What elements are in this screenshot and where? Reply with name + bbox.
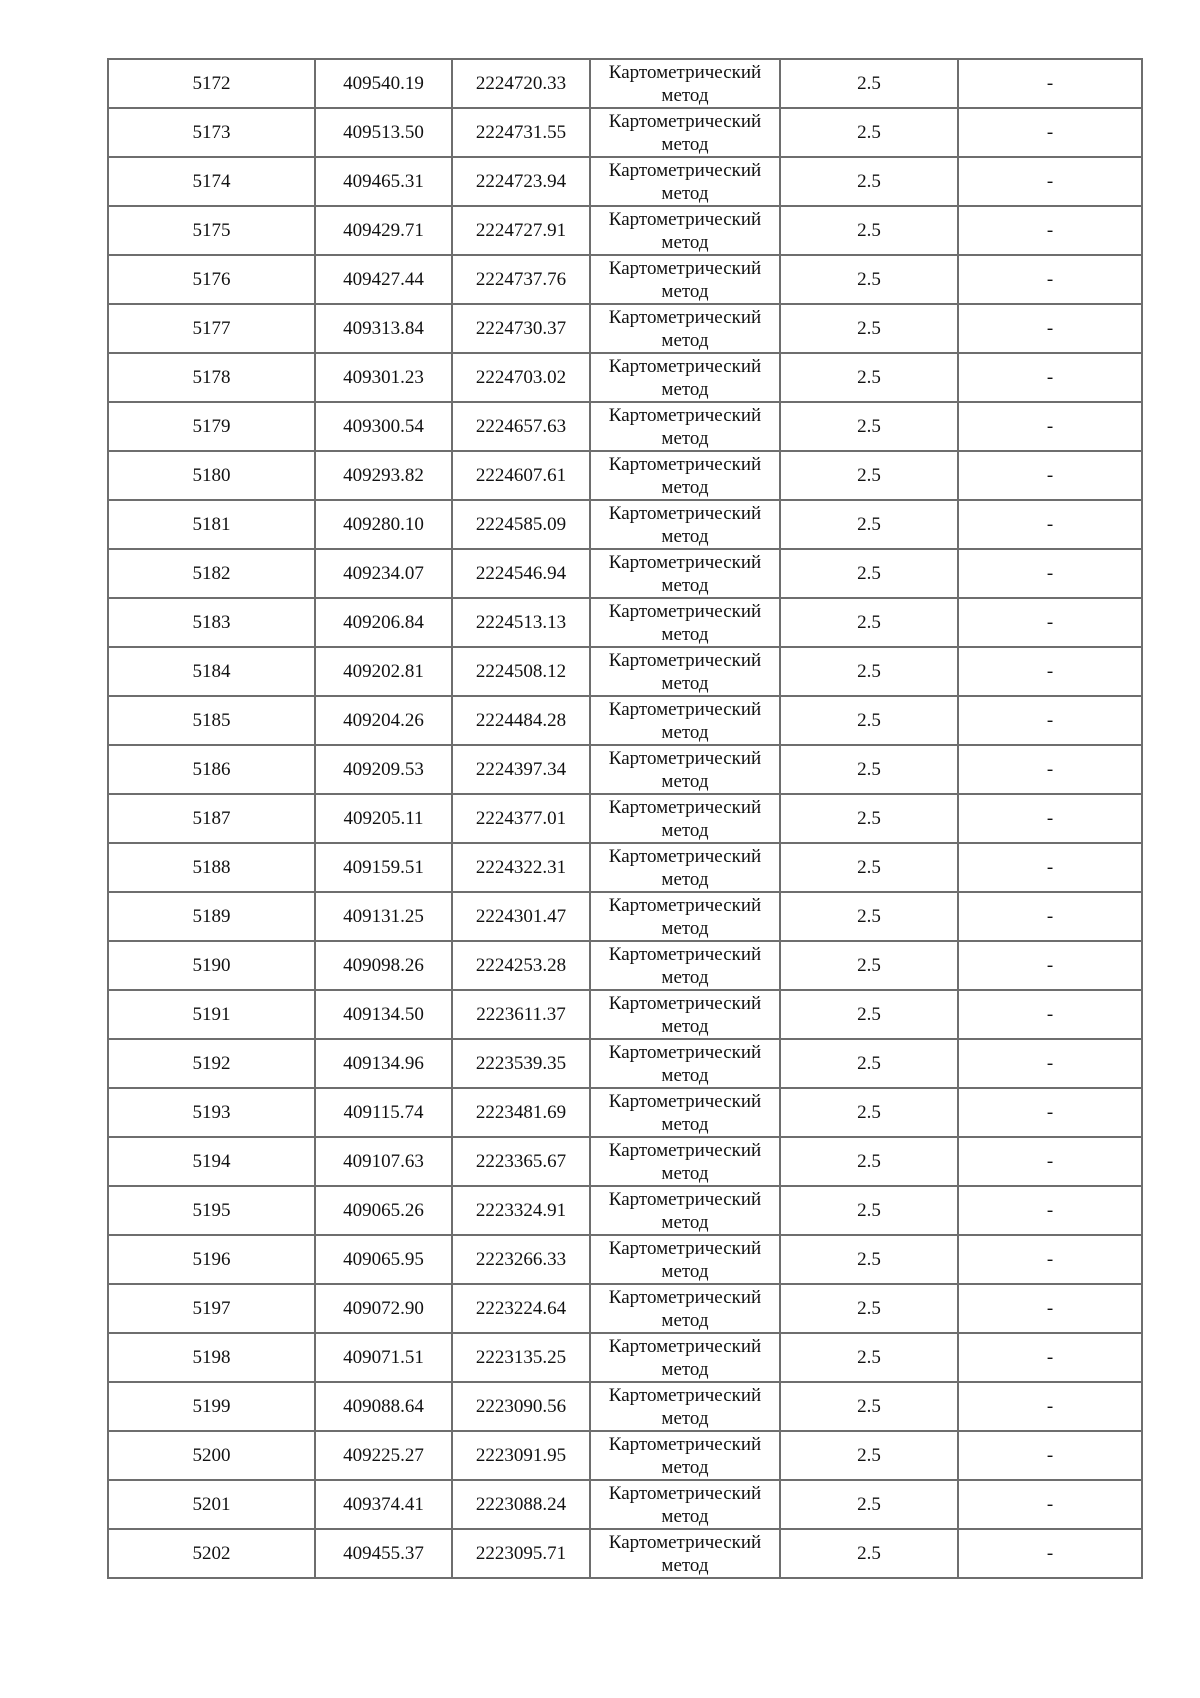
determination-method-cell: Картометрический метод: [590, 1137, 780, 1186]
determination-method-cell: Картометрический метод: [590, 108, 780, 157]
x-coordinate-cell: 409115.74: [315, 1088, 452, 1137]
y-coordinate-cell: 2223266.33: [452, 1235, 590, 1284]
accuracy-cell: 2.5: [780, 157, 958, 206]
accuracy-cell: 2.5: [780, 402, 958, 451]
x-coordinate-cell: 409131.25: [315, 892, 452, 941]
table-row: [108, 206, 1142, 255]
point-number-cell: 5180: [108, 451, 315, 500]
table-row: [108, 549, 1142, 598]
y-coordinate-cell: 2224731.55: [452, 108, 590, 157]
x-coordinate-cell: 409293.82: [315, 451, 452, 500]
x-coordinate-cell: 409204.26: [315, 696, 452, 745]
x-coordinate-cell: 409455.37: [315, 1529, 452, 1578]
table-row: [108, 255, 1142, 304]
y-coordinate-cell: 2224397.34: [452, 745, 590, 794]
x-coordinate-cell: 409134.96: [315, 1039, 452, 1088]
table-row: [108, 157, 1142, 206]
point-number-cell: 5172: [108, 59, 315, 108]
table-row: [108, 1480, 1142, 1529]
x-coordinate-cell: 409072.90: [315, 1284, 452, 1333]
accuracy-cell: 2.5: [780, 794, 958, 843]
point-number-cell: 5175: [108, 206, 315, 255]
accuracy-cell: 2.5: [780, 647, 958, 696]
determination-method-cell: Картометрический метод: [590, 1529, 780, 1578]
point-number-cell: 5202: [108, 1529, 315, 1578]
determination-method-cell: Картометрический метод: [590, 549, 780, 598]
accuracy-cell: 2.5: [780, 1480, 958, 1529]
note-cell: -: [958, 647, 1142, 696]
y-coordinate-cell: 2224377.01: [452, 794, 590, 843]
note-cell: -: [958, 549, 1142, 598]
table-row: [108, 598, 1142, 647]
accuracy-cell: 2.5: [780, 1186, 958, 1235]
y-coordinate-cell: 2224484.28: [452, 696, 590, 745]
x-coordinate-cell: 409301.23: [315, 353, 452, 402]
point-number-cell: 5183: [108, 598, 315, 647]
x-coordinate-cell: 409098.26: [315, 941, 452, 990]
table-row: [108, 500, 1142, 549]
determination-method-cell: Картометрический метод: [590, 1088, 780, 1137]
note-cell: -: [958, 206, 1142, 255]
table-row: [108, 892, 1142, 941]
x-coordinate-cell: 409206.84: [315, 598, 452, 647]
determination-method-cell: Картометрический метод: [590, 451, 780, 500]
table-row: [108, 108, 1142, 157]
x-coordinate-cell: 409107.63: [315, 1137, 452, 1186]
accuracy-cell: 2.5: [780, 892, 958, 941]
accuracy-cell: 2.5: [780, 1039, 958, 1088]
determination-method-cell: Картометрический метод: [590, 1039, 780, 1088]
accuracy-cell: 2.5: [780, 59, 958, 108]
note-cell: -: [958, 1088, 1142, 1137]
table-row: [108, 1235, 1142, 1284]
point-number-cell: 5186: [108, 745, 315, 794]
y-coordinate-cell: 2223091.95: [452, 1431, 590, 1480]
accuracy-cell: 2.5: [780, 990, 958, 1039]
y-coordinate-cell: 2224737.76: [452, 255, 590, 304]
point-number-cell: 5199: [108, 1382, 315, 1431]
y-coordinate-cell: 2224546.94: [452, 549, 590, 598]
accuracy-cell: 2.5: [780, 353, 958, 402]
table-row: [108, 353, 1142, 402]
y-coordinate-cell: 2223481.69: [452, 1088, 590, 1137]
y-coordinate-cell: 2223324.91: [452, 1186, 590, 1235]
point-number-cell: 5200: [108, 1431, 315, 1480]
y-coordinate-cell: 2224513.13: [452, 598, 590, 647]
determination-method-cell: Картометрический метод: [590, 353, 780, 402]
accuracy-cell: 2.5: [780, 1137, 958, 1186]
note-cell: -: [958, 1284, 1142, 1333]
accuracy-cell: 2.5: [780, 500, 958, 549]
accuracy-cell: 2.5: [780, 255, 958, 304]
coordinates-table-body: [108, 59, 1142, 1578]
determination-method-cell: Картометрический метод: [590, 500, 780, 549]
table-row: [108, 647, 1142, 696]
point-number-cell: 5178: [108, 353, 315, 402]
x-coordinate-cell: 409071.51: [315, 1333, 452, 1382]
note-cell: -: [958, 59, 1142, 108]
note-cell: -: [958, 892, 1142, 941]
determination-method-cell: Картометрический метод: [590, 990, 780, 1039]
note-cell: -: [958, 1186, 1142, 1235]
table-row: [108, 1284, 1142, 1333]
determination-method-cell: Картометрический метод: [590, 1235, 780, 1284]
x-coordinate-cell: 409065.26: [315, 1186, 452, 1235]
point-number-cell: 5198: [108, 1333, 315, 1382]
y-coordinate-cell: 2224585.09: [452, 500, 590, 549]
accuracy-cell: 2.5: [780, 1284, 958, 1333]
determination-method-cell: Картометрический метод: [590, 598, 780, 647]
accuracy-cell: 2.5: [780, 549, 958, 598]
determination-method-cell: Картометрический метод: [590, 1431, 780, 1480]
table-row: [108, 990, 1142, 1039]
determination-method-cell: Картометрический метод: [590, 941, 780, 990]
point-number-cell: 5176: [108, 255, 315, 304]
y-coordinate-cell: 2224657.63: [452, 402, 590, 451]
determination-method-cell: Картометрический метод: [590, 255, 780, 304]
point-number-cell: 5194: [108, 1137, 315, 1186]
table-row: [108, 843, 1142, 892]
x-coordinate-cell: 409225.27: [315, 1431, 452, 1480]
point-number-cell: 5177: [108, 304, 315, 353]
accuracy-cell: 2.5: [780, 108, 958, 157]
accuracy-cell: 2.5: [780, 1088, 958, 1137]
y-coordinate-cell: 2224322.31: [452, 843, 590, 892]
point-number-cell: 5184: [108, 647, 315, 696]
x-coordinate-cell: 409088.64: [315, 1382, 452, 1431]
x-coordinate-cell: 409427.44: [315, 255, 452, 304]
determination-method-cell: Картометрический метод: [590, 794, 780, 843]
x-coordinate-cell: 409209.53: [315, 745, 452, 794]
y-coordinate-cell: 2223224.64: [452, 1284, 590, 1333]
table-row: [108, 304, 1142, 353]
table-row: [108, 1333, 1142, 1382]
table-row: [108, 1137, 1142, 1186]
x-coordinate-cell: 409159.51: [315, 843, 452, 892]
y-coordinate-cell: 2223539.35: [452, 1039, 590, 1088]
coordinates-table: [107, 58, 1143, 1579]
note-cell: -: [958, 1137, 1142, 1186]
accuracy-cell: 2.5: [780, 1235, 958, 1284]
accuracy-cell: 2.5: [780, 1431, 958, 1480]
determination-method-cell: Картометрический метод: [590, 304, 780, 353]
determination-method-cell: Картометрический метод: [590, 402, 780, 451]
note-cell: -: [958, 598, 1142, 647]
accuracy-cell: 2.5: [780, 206, 958, 255]
point-number-cell: 5188: [108, 843, 315, 892]
note-cell: -: [958, 1382, 1142, 1431]
x-coordinate-cell: 409540.19: [315, 59, 452, 108]
point-number-cell: 5193: [108, 1088, 315, 1137]
note-cell: -: [958, 843, 1142, 892]
note-cell: -: [958, 941, 1142, 990]
x-coordinate-cell: 409234.07: [315, 549, 452, 598]
determination-method-cell: Картометрический метод: [590, 59, 780, 108]
accuracy-cell: 2.5: [780, 1529, 958, 1578]
accuracy-cell: 2.5: [780, 843, 958, 892]
accuracy-cell: 2.5: [780, 745, 958, 794]
note-cell: -: [958, 304, 1142, 353]
y-coordinate-cell: 2223135.25: [452, 1333, 590, 1382]
determination-method-cell: Картометрический метод: [590, 745, 780, 794]
point-number-cell: 5201: [108, 1480, 315, 1529]
note-cell: -: [958, 451, 1142, 500]
accuracy-cell: 2.5: [780, 451, 958, 500]
table-row: [108, 941, 1142, 990]
table-row: [108, 402, 1142, 451]
determination-method-cell: Картометрический метод: [590, 647, 780, 696]
y-coordinate-cell: 2224703.02: [452, 353, 590, 402]
table-row: [108, 745, 1142, 794]
table-row: [108, 696, 1142, 745]
x-coordinate-cell: 409465.31: [315, 157, 452, 206]
point-number-cell: 5192: [108, 1039, 315, 1088]
note-cell: -: [958, 1235, 1142, 1284]
note-cell: -: [958, 255, 1142, 304]
y-coordinate-cell: 2224253.28: [452, 941, 590, 990]
point-number-cell: 5185: [108, 696, 315, 745]
note-cell: -: [958, 1480, 1142, 1529]
point-number-cell: 5174: [108, 157, 315, 206]
point-number-cell: 5189: [108, 892, 315, 941]
accuracy-cell: 2.5: [780, 696, 958, 745]
x-coordinate-cell: 409065.95: [315, 1235, 452, 1284]
accuracy-cell: 2.5: [780, 1333, 958, 1382]
point-number-cell: 5195: [108, 1186, 315, 1235]
y-coordinate-cell: 2224723.94: [452, 157, 590, 206]
y-coordinate-cell: 2223095.71: [452, 1529, 590, 1578]
note-cell: -: [958, 108, 1142, 157]
y-coordinate-cell: 2223088.24: [452, 1480, 590, 1529]
y-coordinate-cell: 2224730.37: [452, 304, 590, 353]
table-row: [108, 59, 1142, 108]
x-coordinate-cell: 409300.54: [315, 402, 452, 451]
y-coordinate-cell: 2223611.37: [452, 990, 590, 1039]
determination-method-cell: Картометрический метод: [590, 206, 780, 255]
note-cell: -: [958, 1529, 1142, 1578]
y-coordinate-cell: 2223365.67: [452, 1137, 590, 1186]
point-number-cell: 5187: [108, 794, 315, 843]
note-cell: -: [958, 500, 1142, 549]
note-cell: -: [958, 402, 1142, 451]
y-coordinate-cell: 2224720.33: [452, 59, 590, 108]
y-coordinate-cell: 2224508.12: [452, 647, 590, 696]
y-coordinate-cell: 2224607.61: [452, 451, 590, 500]
accuracy-cell: 2.5: [780, 598, 958, 647]
point-number-cell: 5181: [108, 500, 315, 549]
point-number-cell: 5179: [108, 402, 315, 451]
y-coordinate-cell: 2223090.56: [452, 1382, 590, 1431]
x-coordinate-cell: 409205.11: [315, 794, 452, 843]
note-cell: -: [958, 1333, 1142, 1382]
x-coordinate-cell: 409513.50: [315, 108, 452, 157]
table-row: [108, 1186, 1142, 1235]
determination-method-cell: Картометрический метод: [590, 1382, 780, 1431]
table-row: [108, 1088, 1142, 1137]
x-coordinate-cell: 409280.10: [315, 500, 452, 549]
note-cell: -: [958, 990, 1142, 1039]
table-row: [108, 794, 1142, 843]
accuracy-cell: 2.5: [780, 1382, 958, 1431]
table-row: [108, 1529, 1142, 1578]
note-cell: -: [958, 696, 1142, 745]
table-row: [108, 1039, 1142, 1088]
note-cell: -: [958, 353, 1142, 402]
y-coordinate-cell: 2224727.91: [452, 206, 590, 255]
table-row: [108, 451, 1142, 500]
determination-method-cell: Картометрический метод: [590, 1284, 780, 1333]
determination-method-cell: Картометрический метод: [590, 157, 780, 206]
x-coordinate-cell: 409313.84: [315, 304, 452, 353]
note-cell: -: [958, 745, 1142, 794]
x-coordinate-cell: 409374.41: [315, 1480, 452, 1529]
determination-method-cell: Картометрический метод: [590, 1333, 780, 1382]
note-cell: -: [958, 1431, 1142, 1480]
x-coordinate-cell: 409202.81: [315, 647, 452, 696]
point-number-cell: 5191: [108, 990, 315, 1039]
x-coordinate-cell: 409134.50: [315, 990, 452, 1039]
table-row: [108, 1382, 1142, 1431]
point-number-cell: 5182: [108, 549, 315, 598]
point-number-cell: 5173: [108, 108, 315, 157]
determination-method-cell: Картометрический метод: [590, 892, 780, 941]
accuracy-cell: 2.5: [780, 304, 958, 353]
point-number-cell: 5196: [108, 1235, 315, 1284]
y-coordinate-cell: 2224301.47: [452, 892, 590, 941]
note-cell: -: [958, 157, 1142, 206]
note-cell: -: [958, 794, 1142, 843]
x-coordinate-cell: 409429.71: [315, 206, 452, 255]
determination-method-cell: Картометрический метод: [590, 1186, 780, 1235]
accuracy-cell: 2.5: [780, 941, 958, 990]
determination-method-cell: Картометрический метод: [590, 696, 780, 745]
determination-method-cell: Картометрический метод: [590, 1480, 780, 1529]
table-row: [108, 1431, 1142, 1480]
point-number-cell: 5190: [108, 941, 315, 990]
note-cell: -: [958, 1039, 1142, 1088]
point-number-cell: 5197: [108, 1284, 315, 1333]
determination-method-cell: Картометрический метод: [590, 843, 780, 892]
